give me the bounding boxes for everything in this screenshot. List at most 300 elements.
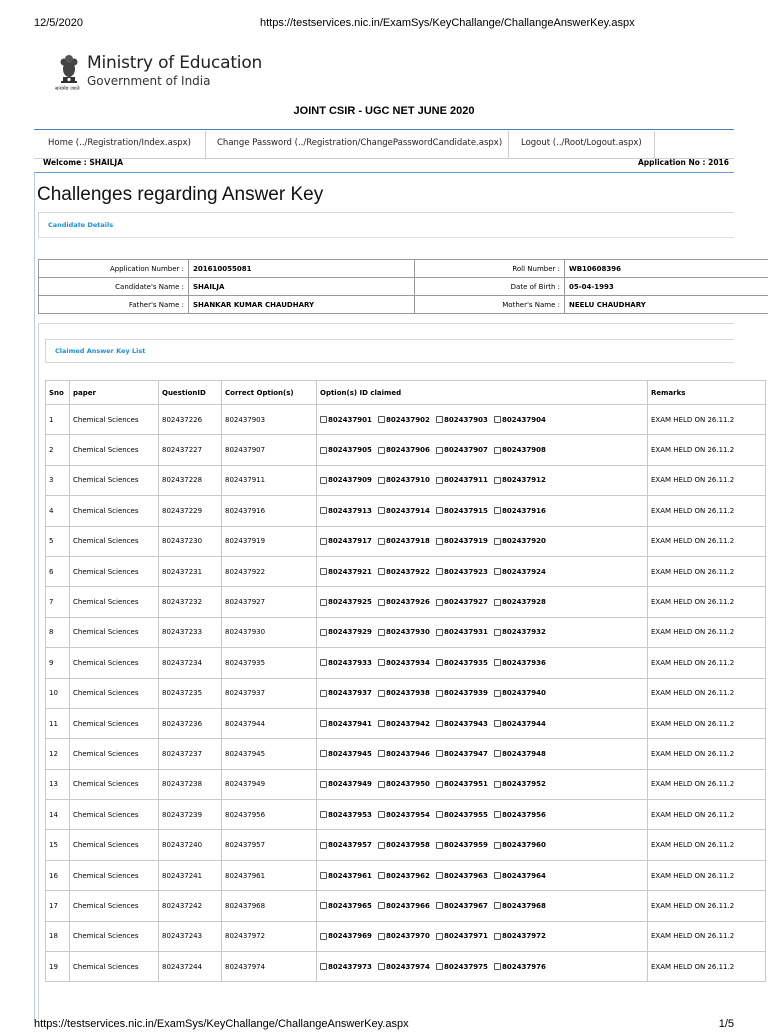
- option-id: 802437937: [328, 689, 372, 697]
- option-claim-checkbox[interactable]: [378, 780, 436, 788]
- row-question-id: 802437233: [159, 617, 222, 647]
- checkbox-icon[interactable]: [320, 720, 327, 727]
- table-row: [46, 617, 766, 647]
- checkbox-icon[interactable]: [378, 690, 385, 697]
- row-sno: 6: [46, 556, 70, 586]
- checkbox-icon[interactable]: [494, 629, 501, 636]
- checkbox-icon[interactable]: [436, 477, 443, 484]
- option-claim-checkbox[interactable]: [320, 537, 378, 545]
- checkbox-icon[interactable]: [436, 720, 443, 727]
- option-id: 802437931: [444, 628, 488, 636]
- option-claim-checkbox[interactable]: [320, 902, 378, 910]
- checkbox-icon[interactable]: [378, 629, 385, 636]
- candidate-name-value: SHAILJA: [189, 278, 415, 296]
- checkbox-icon[interactable]: [494, 568, 501, 575]
- row-remarks: EXAM HELD ON 26.11.2: [648, 617, 766, 647]
- option-claim-checkbox[interactable]: [436, 689, 494, 697]
- checkbox-icon[interactable]: [436, 902, 443, 909]
- checkbox-icon[interactable]: [494, 447, 501, 454]
- checkbox-icon[interactable]: [378, 538, 385, 545]
- checkbox-icon[interactable]: [436, 781, 443, 788]
- option-id: 802437942: [386, 720, 430, 728]
- roll-number-label: Roll Number :: [415, 260, 565, 278]
- row-question-id: 802437227: [159, 435, 222, 465]
- nav-divider: [205, 131, 206, 159]
- checkbox-icon[interactable]: [436, 416, 443, 423]
- option-claim-checkbox[interactable]: [320, 932, 378, 940]
- checkbox-icon[interactable]: [378, 447, 385, 454]
- row-options-claimed: [317, 465, 648, 495]
- option-id: 802437903: [444, 416, 488, 424]
- checkbox-icon[interactable]: [320, 538, 327, 545]
- checkbox-icon[interactable]: [378, 477, 385, 484]
- option-claim-checkbox[interactable]: [436, 476, 494, 484]
- option-claim-checkbox[interactable]: [436, 902, 494, 910]
- option-claim-checkbox[interactable]: [378, 841, 436, 849]
- option-claim-checkbox[interactable]: [494, 750, 552, 758]
- nav-divider: [654, 131, 655, 159]
- option-id: 802437921: [328, 568, 372, 576]
- option-claim-checkbox[interactable]: [494, 872, 552, 880]
- option-claim-checkbox[interactable]: [436, 841, 494, 849]
- option-claim-checkbox[interactable]: [378, 537, 436, 545]
- table-row: [46, 556, 766, 586]
- option-id: 802437923: [444, 568, 488, 576]
- row-paper: Chemical Sciences: [70, 891, 159, 921]
- option-claim-checkbox[interactable]: [378, 628, 436, 636]
- header-options-claimed: Option(s) ID claimed: [317, 381, 648, 405]
- checkbox-icon[interactable]: [320, 933, 327, 940]
- option-claim-checkbox[interactable]: [320, 811, 378, 819]
- option-claim-checkbox[interactable]: [320, 598, 378, 606]
- candidate-name-label: Candidate's Name :: [39, 278, 189, 296]
- row-paper: Chemical Sciences: [70, 556, 159, 586]
- ministry-name: Ministry of Education: [87, 53, 262, 73]
- row-options-claimed: [317, 860, 648, 890]
- option-id: 802437960: [502, 841, 546, 849]
- row-remarks: EXAM HELD ON 26.11.2: [648, 830, 766, 860]
- row-correct-option: 802437919: [222, 526, 317, 556]
- option-claim-checkbox[interactable]: [320, 872, 378, 880]
- checkbox-icon[interactable]: [436, 933, 443, 940]
- option-claim-checkbox[interactable]: [494, 537, 552, 545]
- table-row: [46, 678, 766, 708]
- option-id: 802437954: [386, 811, 430, 819]
- option-claim-checkbox[interactable]: [494, 811, 552, 819]
- option-claim-checkbox[interactable]: [320, 628, 378, 636]
- option-claim-checkbox[interactable]: [378, 811, 436, 819]
- option-claim-checkbox[interactable]: [320, 963, 378, 971]
- checkbox-icon[interactable]: [378, 659, 385, 666]
- option-claim-checkbox[interactable]: [378, 872, 436, 880]
- emblem-motto: सत्यमेव जयते: [55, 86, 80, 92]
- row-options-claimed: [317, 648, 648, 678]
- checkbox-icon[interactable]: [320, 781, 327, 788]
- nav-change-password-link[interactable]: Change Password (../Registration/ChangePasswordCandidate.aspx): [217, 138, 502, 148]
- option-claim-checkbox[interactable]: [494, 780, 552, 788]
- option-claim-checkbox[interactable]: [436, 568, 494, 576]
- option-claim-checkbox[interactable]: [494, 476, 552, 484]
- option-id: 802437963: [444, 872, 488, 880]
- row-correct-option: 802437949: [222, 769, 317, 799]
- option-id: 802437929: [328, 628, 372, 636]
- row-remarks: EXAM HELD ON 26.11.2: [648, 496, 766, 526]
- row-correct-option: 802437911: [222, 465, 317, 495]
- checkbox-icon[interactable]: [494, 538, 501, 545]
- option-id: 802437967: [444, 902, 488, 910]
- option-claim-checkbox[interactable]: [320, 446, 378, 454]
- row-remarks: EXAM HELD ON 26.11.2: [648, 435, 766, 465]
- option-claim-checkbox[interactable]: [378, 963, 436, 971]
- option-claim-checkbox[interactable]: [436, 416, 494, 424]
- row-remarks: EXAM HELD ON 26.11.2: [648, 587, 766, 617]
- option-claim-checkbox[interactable]: [320, 689, 378, 697]
- option-claim-checkbox[interactable]: [494, 720, 552, 728]
- checkbox-icon[interactable]: [378, 842, 385, 849]
- option-claim-checkbox[interactable]: [378, 720, 436, 728]
- checkbox-icon[interactable]: [494, 933, 501, 940]
- checkbox-icon[interactable]: [320, 477, 327, 484]
- checkbox-icon[interactable]: [320, 811, 327, 818]
- option-claim-checkbox[interactable]: [378, 750, 436, 758]
- option-id: 802437975: [444, 963, 488, 971]
- option-id: 802437916: [502, 507, 546, 515]
- option-claim-checkbox[interactable]: [494, 568, 552, 576]
- row-correct-option: 802437974: [222, 952, 317, 982]
- row-paper: Chemical Sciences: [70, 921, 159, 951]
- row-sno: 16: [46, 860, 70, 890]
- checkbox-icon[interactable]: [494, 750, 501, 757]
- row-correct-option: 802437944: [222, 708, 317, 738]
- checkbox-icon[interactable]: [494, 416, 501, 423]
- row-remarks: EXAM HELD ON 26.11.2: [648, 556, 766, 586]
- option-id: 802437917: [328, 537, 372, 545]
- option-claim-checkbox[interactable]: [320, 416, 378, 424]
- checkbox-icon[interactable]: [320, 690, 327, 697]
- row-sno: 7: [46, 587, 70, 617]
- option-id: 802437956: [502, 811, 546, 819]
- checkbox-icon[interactable]: [378, 568, 385, 575]
- option-id: 802437935: [444, 659, 488, 667]
- row-remarks: EXAM HELD ON 26.11.2: [648, 860, 766, 890]
- option-claim-checkbox[interactable]: [494, 841, 552, 849]
- option-id: 802437959: [444, 841, 488, 849]
- option-claim-checkbox[interactable]: [320, 568, 378, 576]
- option-id: 802437945: [328, 750, 372, 758]
- option-claim-checkbox[interactable]: [494, 659, 552, 667]
- option-claim-checkbox[interactable]: [494, 963, 552, 971]
- checkbox-icon[interactable]: [320, 568, 327, 575]
- option-claim-checkbox[interactable]: [320, 841, 378, 849]
- row-options-claimed: [317, 921, 648, 951]
- row-remarks: EXAM HELD ON 26.11.2: [648, 739, 766, 769]
- row-sno: 17: [46, 891, 70, 921]
- checkbox-icon[interactable]: [494, 781, 501, 788]
- table-row: [46, 496, 766, 526]
- option-id: 802437922: [386, 568, 430, 576]
- header-remarks: Remarks: [648, 381, 766, 405]
- option-claim-checkbox[interactable]: [436, 872, 494, 880]
- checkbox-icon[interactable]: [494, 963, 501, 970]
- option-claim-checkbox[interactable]: [320, 780, 378, 788]
- option-id: 802437907: [444, 446, 488, 454]
- checkbox-icon[interactable]: [378, 963, 385, 970]
- checkbox-icon[interactable]: [436, 599, 443, 606]
- row-question-id: 802437228: [159, 465, 222, 495]
- option-claim-checkbox[interactable]: [378, 416, 436, 424]
- option-claim-checkbox[interactable]: [494, 628, 552, 636]
- row-question-id: 802437237: [159, 739, 222, 769]
- row-correct-option: 802437956: [222, 800, 317, 830]
- row-paper: Chemical Sciences: [70, 465, 159, 495]
- nav-logout-link[interactable]: Logout (../Root/Logout.aspx): [521, 138, 642, 148]
- row-correct-option: 802437927: [222, 587, 317, 617]
- option-claim-checkbox[interactable]: [436, 932, 494, 940]
- checkbox-icon[interactable]: [320, 599, 327, 606]
- row-question-id: 802437230: [159, 526, 222, 556]
- application-number-value: 201610055081: [189, 260, 415, 278]
- checkbox-icon[interactable]: [436, 629, 443, 636]
- checkbox-icon[interactable]: [378, 902, 385, 909]
- option-claim-checkbox[interactable]: [320, 659, 378, 667]
- option-claim-checkbox[interactable]: [378, 902, 436, 910]
- row-question-id: 802437234: [159, 648, 222, 678]
- table-row: [46, 739, 766, 769]
- checkbox-icon[interactable]: [494, 599, 501, 606]
- row-options-claimed: [317, 405, 648, 435]
- checkbox-icon[interactable]: [494, 659, 501, 666]
- checkbox-icon[interactable]: [494, 507, 501, 514]
- row-paper: Chemical Sciences: [70, 405, 159, 435]
- option-claim-checkbox[interactable]: [378, 932, 436, 940]
- option-claim-checkbox[interactable]: [436, 659, 494, 667]
- row-options-claimed: [317, 800, 648, 830]
- option-id: 802437902: [386, 416, 430, 424]
- checkbox-icon[interactable]: [436, 507, 443, 514]
- row-sno: 12: [46, 739, 70, 769]
- checkbox-icon[interactable]: [436, 659, 443, 666]
- option-claim-checkbox[interactable]: [436, 598, 494, 606]
- checkbox-icon[interactable]: [320, 416, 327, 423]
- checkbox-icon[interactable]: [494, 690, 501, 697]
- option-id: 802437928: [502, 598, 546, 606]
- option-id: 802437964: [502, 872, 546, 880]
- option-claim-checkbox[interactable]: [436, 780, 494, 788]
- mother-name-label: Mother's Name :: [415, 296, 565, 314]
- option-id: 802437970: [386, 932, 430, 940]
- checkbox-icon[interactable]: [436, 842, 443, 849]
- checkbox-icon[interactable]: [378, 872, 385, 879]
- checkbox-icon[interactable]: [378, 811, 385, 818]
- checkbox-icon[interactable]: [378, 720, 385, 727]
- option-claim-checkbox[interactable]: [378, 476, 436, 484]
- option-claim-checkbox[interactable]: [436, 537, 494, 545]
- checkbox-icon[interactable]: [320, 842, 327, 849]
- row-sno: 10: [46, 678, 70, 708]
- claimed-answer-key-heading: Claimed Answer Key List: [55, 347, 145, 355]
- option-claim-checkbox[interactable]: [436, 446, 494, 454]
- option-id: 802437905: [328, 446, 372, 454]
- row-options-claimed: [317, 587, 648, 617]
- option-claim-checkbox[interactable]: [494, 416, 552, 424]
- option-id: 802437901: [328, 416, 372, 424]
- checkbox-icon[interactable]: [378, 416, 385, 423]
- option-id: 802437913: [328, 507, 372, 515]
- answer-key-rows: [46, 405, 766, 982]
- option-id: 802437972: [502, 932, 546, 940]
- row-question-id: 802437242: [159, 891, 222, 921]
- option-id: 802437974: [386, 963, 430, 971]
- option-id: 802437944: [502, 720, 546, 728]
- table-row: [39, 278, 768, 296]
- option-id: 802437911: [444, 476, 488, 484]
- option-claim-checkbox[interactable]: [320, 507, 378, 515]
- option-id: 802437912: [502, 476, 546, 484]
- checkbox-icon[interactable]: [320, 447, 327, 454]
- option-claim-checkbox[interactable]: [494, 507, 552, 515]
- checkbox-icon[interactable]: [494, 902, 501, 909]
- checkbox-icon[interactable]: [436, 538, 443, 545]
- option-claim-checkbox[interactable]: [436, 720, 494, 728]
- header-paper: paper: [70, 381, 159, 405]
- checkbox-icon[interactable]: [378, 507, 385, 514]
- row-options-claimed: [317, 769, 648, 799]
- checkbox-icon[interactable]: [494, 477, 501, 484]
- government-name: Government of India: [87, 74, 210, 88]
- row-question-id: 802437239: [159, 800, 222, 830]
- row-question-id: 802437236: [159, 708, 222, 738]
- option-id: 802437925: [328, 598, 372, 606]
- option-claim-checkbox[interactable]: [378, 446, 436, 454]
- option-claim-checkbox[interactable]: [320, 476, 378, 484]
- row-correct-option: 802437968: [222, 891, 317, 921]
- checkbox-icon[interactable]: [320, 629, 327, 636]
- row-question-id: 802437232: [159, 587, 222, 617]
- row-sno: 9: [46, 648, 70, 678]
- row-paper: Chemical Sciences: [70, 739, 159, 769]
- option-claim-checkbox[interactable]: [436, 628, 494, 636]
- row-options-claimed: [317, 830, 648, 860]
- option-claim-checkbox[interactable]: [436, 750, 494, 758]
- checkbox-icon[interactable]: [494, 811, 501, 818]
- option-claim-checkbox[interactable]: [494, 902, 552, 910]
- option-claim-checkbox[interactable]: [494, 598, 552, 606]
- row-options-claimed: [317, 556, 648, 586]
- checkbox-icon[interactable]: [436, 811, 443, 818]
- checkbox-icon[interactable]: [436, 690, 443, 697]
- row-question-id: 802437244: [159, 952, 222, 982]
- row-options-claimed: [317, 617, 648, 647]
- checkbox-icon[interactable]: [436, 963, 443, 970]
- checkbox-icon[interactable]: [436, 447, 443, 454]
- row-options-claimed: [317, 891, 648, 921]
- option-id: 802437908: [502, 446, 546, 454]
- option-id: 802437952: [502, 780, 546, 788]
- table-header-row: [46, 381, 766, 405]
- row-paper: Chemical Sciences: [70, 830, 159, 860]
- row-question-id: 802437231: [159, 556, 222, 586]
- option-id: 802437953: [328, 811, 372, 819]
- table-row: [46, 800, 766, 830]
- row-paper: Chemical Sciences: [70, 860, 159, 890]
- checkbox-icon[interactable]: [320, 902, 327, 909]
- header-question-id: QuestionID: [159, 381, 222, 405]
- checkbox-icon[interactable]: [320, 963, 327, 970]
- option-id: 802437941: [328, 720, 372, 728]
- row-options-claimed: [317, 708, 648, 738]
- option-claim-checkbox[interactable]: [378, 689, 436, 697]
- option-id: 802437949: [328, 780, 372, 788]
- nav-home-link[interactable]: Home (../Registration/Index.aspx): [48, 138, 191, 148]
- option-claim-checkbox[interactable]: [378, 598, 436, 606]
- option-claim-checkbox[interactable]: [494, 932, 552, 940]
- father-name-value: SHANKAR KUMAR CHAUDHARY: [189, 296, 415, 314]
- row-correct-option: 802437961: [222, 860, 317, 890]
- row-question-id: 802437241: [159, 860, 222, 890]
- option-claim-checkbox[interactable]: [320, 720, 378, 728]
- option-claim-checkbox[interactable]: [436, 963, 494, 971]
- row-sno: 3: [46, 465, 70, 495]
- checkbox-icon[interactable]: [320, 750, 327, 757]
- top-nav: [34, 129, 734, 159]
- print-header: [34, 17, 734, 31]
- option-claim-checkbox[interactable]: [436, 811, 494, 819]
- row-question-id: 802437229: [159, 496, 222, 526]
- option-id: 802437966: [386, 902, 430, 910]
- checkbox-icon[interactable]: [320, 659, 327, 666]
- checkbox-icon[interactable]: [320, 507, 327, 514]
- option-claim-checkbox[interactable]: [378, 568, 436, 576]
- option-claim-checkbox[interactable]: [320, 750, 378, 758]
- checkbox-icon[interactable]: [436, 872, 443, 879]
- row-correct-option: 802437972: [222, 921, 317, 951]
- table-row: [46, 648, 766, 678]
- checkbox-icon[interactable]: [436, 568, 443, 575]
- checkbox-icon[interactable]: [436, 750, 443, 757]
- option-claim-checkbox[interactable]: [378, 507, 436, 515]
- checkbox-icon[interactable]: [378, 933, 385, 940]
- option-id: 802437958: [386, 841, 430, 849]
- checkbox-icon[interactable]: [378, 781, 385, 788]
- roll-number-value: WB10608396: [565, 260, 768, 278]
- option-claim-checkbox[interactable]: [494, 446, 552, 454]
- checkbox-icon[interactable]: [320, 872, 327, 879]
- option-id: 802437932: [502, 628, 546, 636]
- ministry-logo: [52, 50, 282, 96]
- row-correct-option: 802437922: [222, 556, 317, 586]
- row-remarks: EXAM HELD ON 26.11.2: [648, 465, 766, 495]
- row-correct-option: 802437903: [222, 405, 317, 435]
- checkbox-icon[interactable]: [494, 872, 501, 879]
- row-options-claimed: [317, 678, 648, 708]
- row-remarks: EXAM HELD ON 26.11.2: [648, 800, 766, 830]
- row-correct-option: 802437945: [222, 739, 317, 769]
- option-claim-checkbox[interactable]: [378, 659, 436, 667]
- checkbox-icon[interactable]: [494, 720, 501, 727]
- option-claim-checkbox[interactable]: [436, 507, 494, 515]
- candidate-details-heading: Candidate Details: [48, 221, 113, 229]
- checkbox-icon[interactable]: [378, 599, 385, 606]
- option-id: 802437938: [386, 689, 430, 697]
- checkbox-icon[interactable]: [494, 842, 501, 849]
- option-claim-checkbox[interactable]: [494, 689, 552, 697]
- checkbox-icon[interactable]: [378, 750, 385, 757]
- table-row: [46, 526, 766, 556]
- option-id: 802437948: [502, 750, 546, 758]
- row-correct-option: 802437930: [222, 617, 317, 647]
- option-id: 802437933: [328, 659, 372, 667]
- row-question-id: 802437235: [159, 678, 222, 708]
